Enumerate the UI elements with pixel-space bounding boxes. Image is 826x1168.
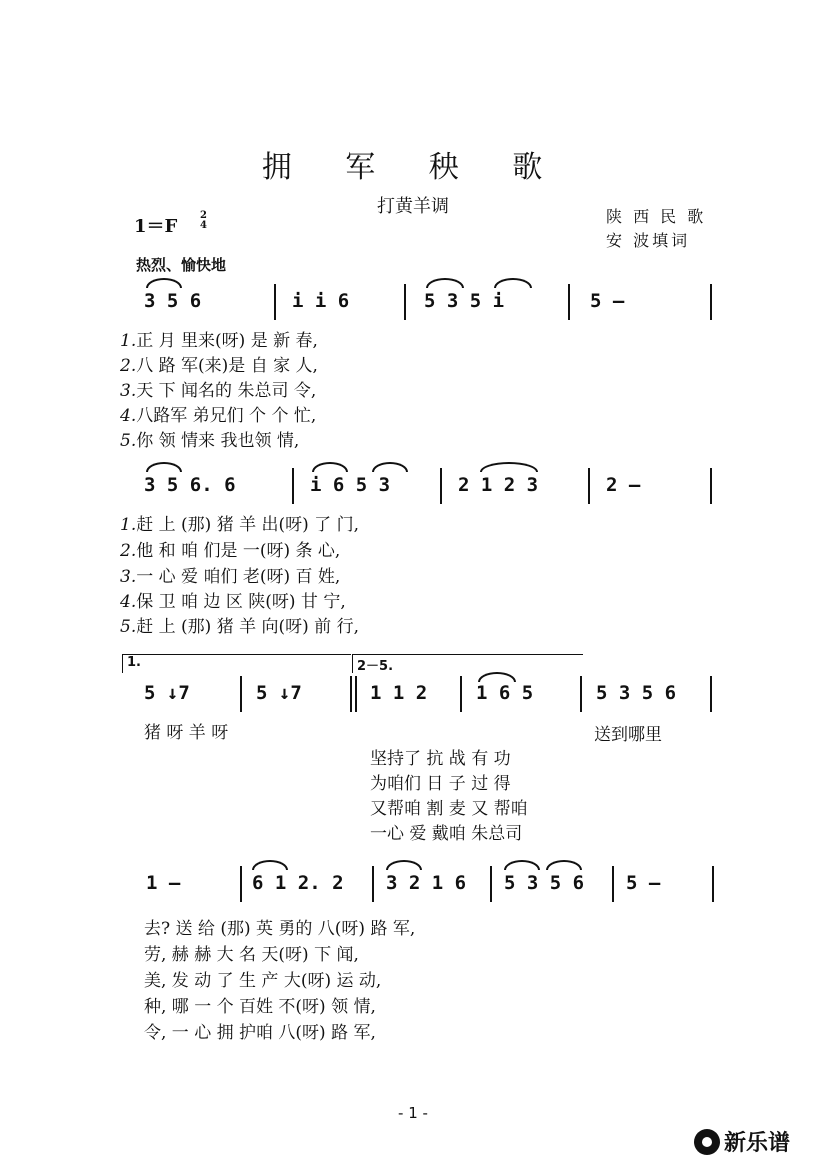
lyric-text: 天 下 闻名的 朱总司 令, <box>136 381 317 401</box>
lyric-line <box>120 426 299 451</box>
barline <box>612 866 614 902</box>
barline <box>568 284 570 320</box>
measure: 5 – <box>590 290 625 312</box>
barline <box>372 866 374 902</box>
barline <box>240 676 242 712</box>
verse-number: 3. <box>120 381 137 401</box>
measure: 2 1 2 3 <box>458 474 539 496</box>
measure: 1 6 5 <box>476 682 534 704</box>
measure: 3 5 6 <box>144 290 202 312</box>
measure: 3 5 6. 6 <box>144 474 236 496</box>
tempo-marking: 热烈、愉快地 <box>136 256 227 274</box>
slur <box>312 462 348 472</box>
barline <box>710 284 712 320</box>
lyric-text: 赶 上 (那) 猪 羊 出(呀) 了 门, <box>136 515 359 535</box>
lyric-text: 你 领 情来 我也领 情, <box>136 431 300 451</box>
lyric-text: 赶 上 (那) 猪 羊 向(呀) 前 行, <box>136 617 359 637</box>
origin-credit: 陕 西 民 歌 <box>606 207 707 226</box>
slur <box>504 860 540 870</box>
slur <box>478 672 516 682</box>
barline <box>355 676 357 712</box>
second-ending-bracket: 2－5. <box>352 654 583 673</box>
meter-bottom: 4 <box>200 220 207 231</box>
verse-number: 1. <box>120 331 137 351</box>
lyric-line: 一心 爱 戴咱 朱总司 <box>370 824 523 844</box>
lyric-text: 保 卫 咱 边 区 陕(呀) 甘 宁, <box>136 592 346 612</box>
verse-number: 2. <box>120 541 137 561</box>
barline <box>580 676 582 712</box>
slur <box>252 860 288 870</box>
barline <box>274 284 276 320</box>
lyricist-credit: 安 波填词 <box>606 231 691 250</box>
lyric-line <box>120 562 340 587</box>
lyric-line: 坚持了 抗 战 有 功 <box>370 749 511 769</box>
lyric-text: 一 心 爱 咱们 老(呀) 百 姓, <box>136 567 341 587</box>
lyric-line <box>120 326 318 351</box>
lyric-line: 美, 发 动 了 生 产 大(呀) 运 动, <box>144 971 382 991</box>
lyric-line <box>120 587 346 612</box>
song-subtitle: 打黄羊调 <box>377 196 449 217</box>
verse-number: 5. <box>120 617 137 637</box>
verse-number: 4. <box>120 592 137 612</box>
lyric-line <box>120 376 316 401</box>
site-logo <box>694 1126 790 1157</box>
music-disc-icon <box>694 1129 720 1155</box>
barline <box>490 866 492 902</box>
lyric-line: 种, 哪 一 个 百姓 不(呀) 领 情, <box>144 997 376 1017</box>
lyric-text: 正 月 里来(呀) 是 新 春, <box>136 331 318 351</box>
slur <box>426 278 464 288</box>
measure: 2 – <box>606 474 641 496</box>
verse-number: 4. <box>120 406 137 426</box>
barline <box>710 468 712 504</box>
barline <box>712 866 714 902</box>
slur <box>146 462 182 472</box>
lyric-line: 送到哪里 <box>594 725 662 745</box>
barline <box>588 468 590 504</box>
barline <box>350 676 352 712</box>
meter-top: 2 <box>200 210 207 221</box>
barline <box>404 284 406 320</box>
barline <box>292 468 294 504</box>
lyric-line: 为咱们 日 子 过 得 <box>370 774 511 794</box>
barline <box>710 676 712 712</box>
measure: 5 3 5 6 <box>596 682 677 704</box>
lyric-line <box>120 351 318 376</box>
measure: 6 1 2. 2 <box>252 872 344 894</box>
verse-number: 1. <box>120 515 137 535</box>
lyric-text: 他 和 咱 们是 一(呀) 条 心, <box>136 541 341 561</box>
measure: i i 6 <box>292 290 350 312</box>
lyric-line-first-ending: 猪 呀 羊 呀 <box>144 723 229 743</box>
lyric-line: 令, 一 心 拥 护咱 八(呀) 路 军, <box>144 1023 376 1043</box>
measure: i 6 5 3 <box>310 474 391 496</box>
lyric-line: 去? 送 给 (那) 英 勇的 八(呀) 路 军, <box>144 919 416 939</box>
slur <box>372 462 408 472</box>
time-signature <box>200 211 207 231</box>
lyric-line: 又帮咱 割 麦 又 帮咱 <box>370 799 528 819</box>
lyric-line <box>120 536 340 561</box>
slur <box>386 860 422 870</box>
verse-number: 2. <box>120 356 137 376</box>
lyric-line <box>120 612 359 637</box>
key-signature: 1＝F <box>134 216 178 237</box>
slur <box>146 278 182 288</box>
verse-number: 3. <box>120 567 137 587</box>
slur <box>480 462 538 472</box>
song-title: 拥 军 秧 歌 <box>261 150 565 185</box>
barline <box>440 468 442 504</box>
measure: 3 2 1 6 <box>386 872 467 894</box>
measure: 5 ↓7 <box>144 682 190 704</box>
slur <box>494 278 532 288</box>
lyric-text: 八 路 军(来)是 自 家 人, <box>136 356 318 376</box>
page-number: - 1 - <box>398 1104 428 1122</box>
barline <box>460 676 462 712</box>
lyric-line <box>120 510 359 535</box>
lyric-text: 八路军 弟兄们 个 个 忙, <box>136 406 317 426</box>
measure: 1 – <box>146 872 181 894</box>
measure: 1 1 2 <box>370 682 428 704</box>
barline <box>240 866 242 902</box>
first-ending-bracket: 1. <box>122 654 351 673</box>
measure: 5 3 5 i <box>424 290 505 312</box>
measure: 5 ↓7 <box>256 682 302 704</box>
measure: 5 – <box>626 872 661 894</box>
verse-number: 5. <box>120 431 137 451</box>
measure: 5 3 5 6 <box>504 872 585 894</box>
lyric-line: 劳, 赫 赫 大 名 天(呀) 下 闻, <box>144 945 359 965</box>
slur <box>546 860 582 870</box>
lyric-line <box>120 401 316 426</box>
logo-text: 新乐谱 <box>724 1131 791 1156</box>
